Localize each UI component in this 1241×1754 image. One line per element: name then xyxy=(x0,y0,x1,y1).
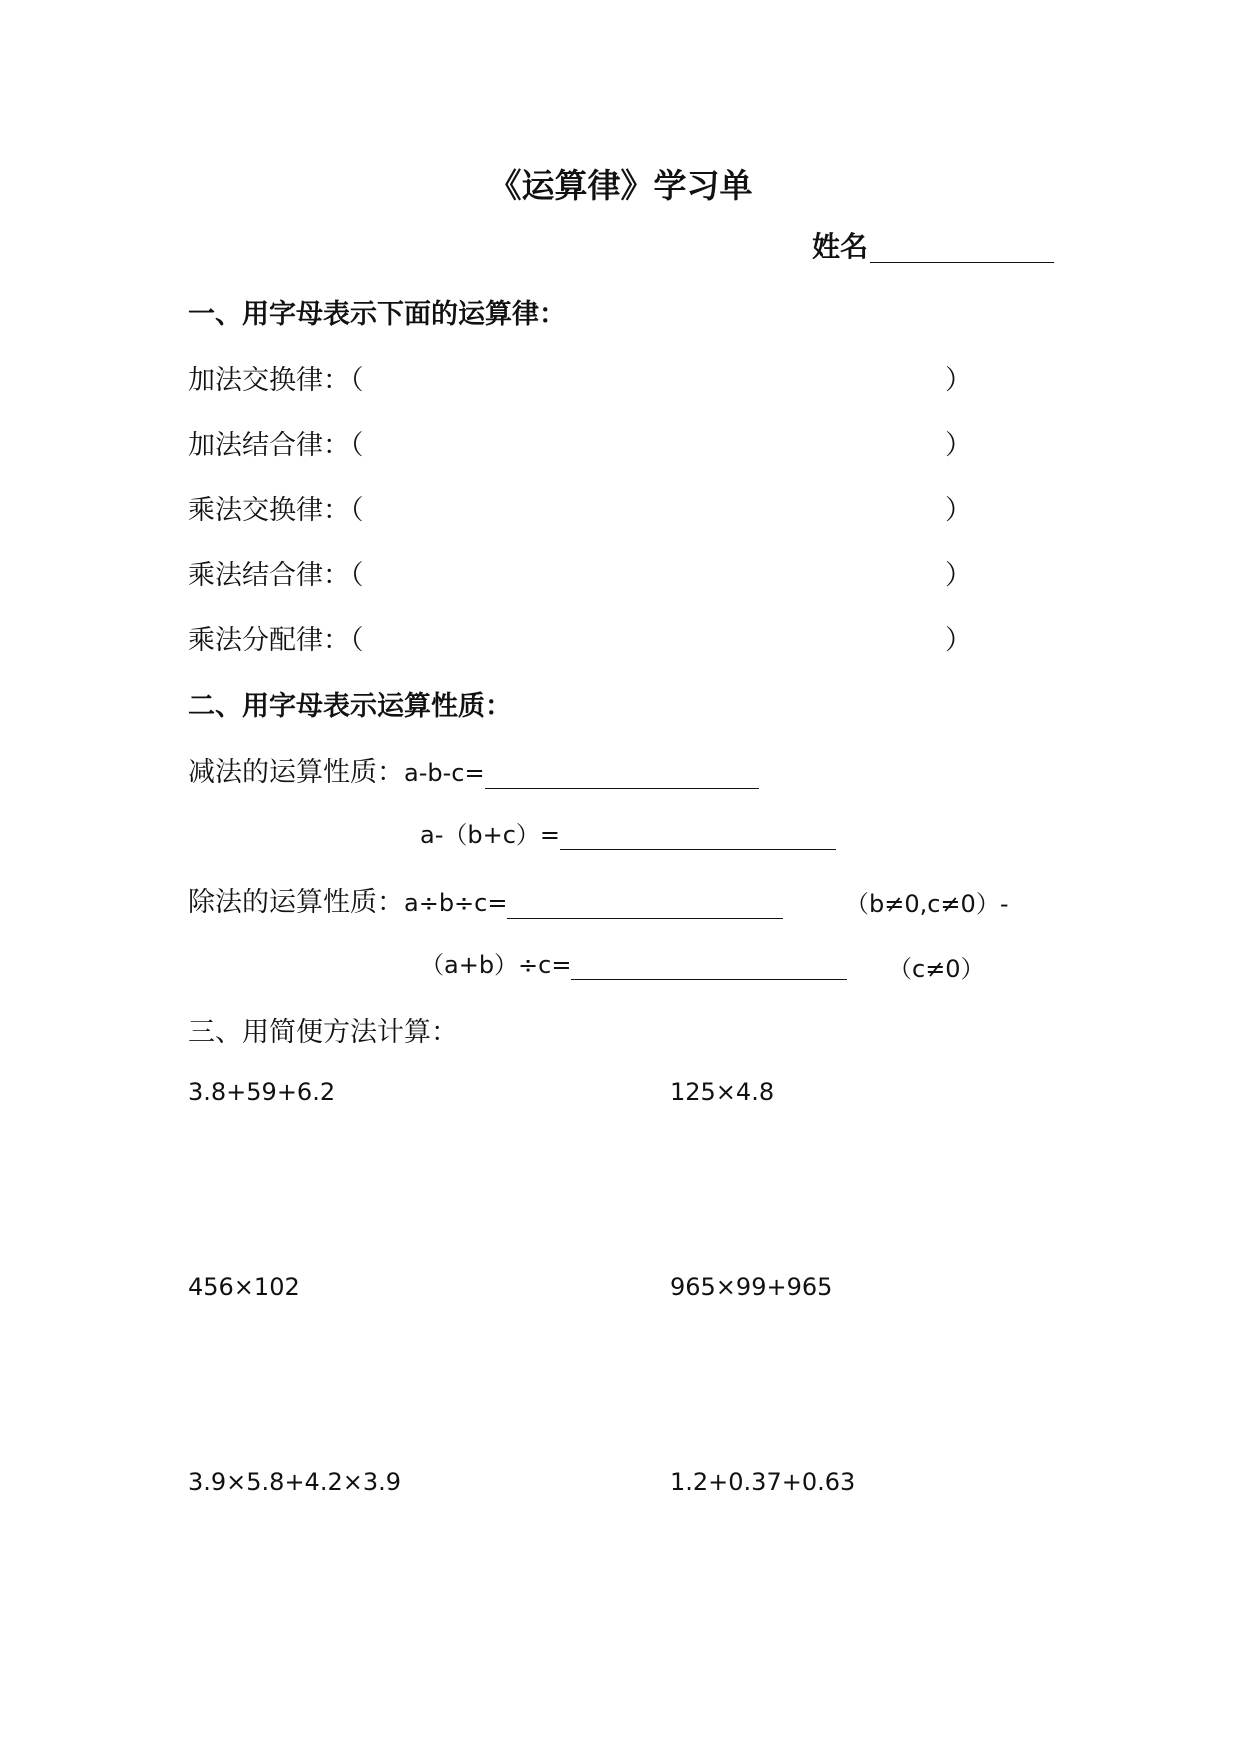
answer-blank[interactable] xyxy=(485,762,759,789)
subtraction-expr-2: a-（b+c）= xyxy=(420,821,561,849)
division-property-label: 除法的运算性质： xyxy=(188,887,404,918)
division-property-row-2 xyxy=(420,945,847,980)
section2-heading: 二、用字母表示运算性质： xyxy=(188,691,512,722)
subtraction-property-row-2 xyxy=(420,815,836,850)
law-addition-associative: 加法结合律：（ xyxy=(188,430,364,461)
name-label: 姓名 xyxy=(812,230,869,263)
subtraction-property-label: 减法的运算性质： xyxy=(188,757,404,788)
division-property-row xyxy=(188,880,783,919)
problem-6: 1.2+0.37+0.63 xyxy=(670,1468,856,1496)
law-multiplication-distributive: 乘法分配律：（ xyxy=(188,625,364,656)
division-expr-1: a÷b÷c= xyxy=(404,889,508,917)
law-multiplication-associative: 乘法结合律：（ xyxy=(188,560,364,591)
problem-5: 3.9×5.8+4.2×3.9 xyxy=(188,1468,401,1496)
law-close-paren: ） xyxy=(945,625,972,656)
section1-heading: 一、用字母表示下面的运算律： xyxy=(188,299,566,330)
answer-blank[interactable] xyxy=(560,823,836,850)
law-close-paren: ） xyxy=(945,365,972,396)
name-blank[interactable] xyxy=(870,262,1054,263)
answer-blank[interactable] xyxy=(507,892,783,919)
law-close-paren: ） xyxy=(945,430,972,461)
problem-1: 3.8+59+6.2 xyxy=(188,1078,336,1106)
page-title: 《运算律》学习单 xyxy=(488,166,753,205)
problem-4: 965×99+965 xyxy=(670,1273,833,1301)
division-expr-2: （a+b）÷c= xyxy=(420,951,572,979)
law-close-paren: ） xyxy=(945,495,972,526)
division-condition-1: （b≠0,c≠0）- xyxy=(845,890,1009,918)
section3-heading: 三、用简便方法计算： xyxy=(188,1017,458,1048)
problem-3: 456×102 xyxy=(188,1273,300,1301)
answer-blank[interactable] xyxy=(571,953,847,980)
subtraction-expr-1: a-b-c= xyxy=(404,759,485,787)
law-addition-commutative: 加法交换律：（ xyxy=(188,365,364,396)
subtraction-property-row xyxy=(188,750,759,789)
law-close-paren: ） xyxy=(945,560,972,591)
division-condition-2: （c≠0） xyxy=(888,955,985,983)
law-multiplication-commutative: 乘法交换律：（ xyxy=(188,495,364,526)
problem-2: 125×4.8 xyxy=(670,1078,775,1106)
